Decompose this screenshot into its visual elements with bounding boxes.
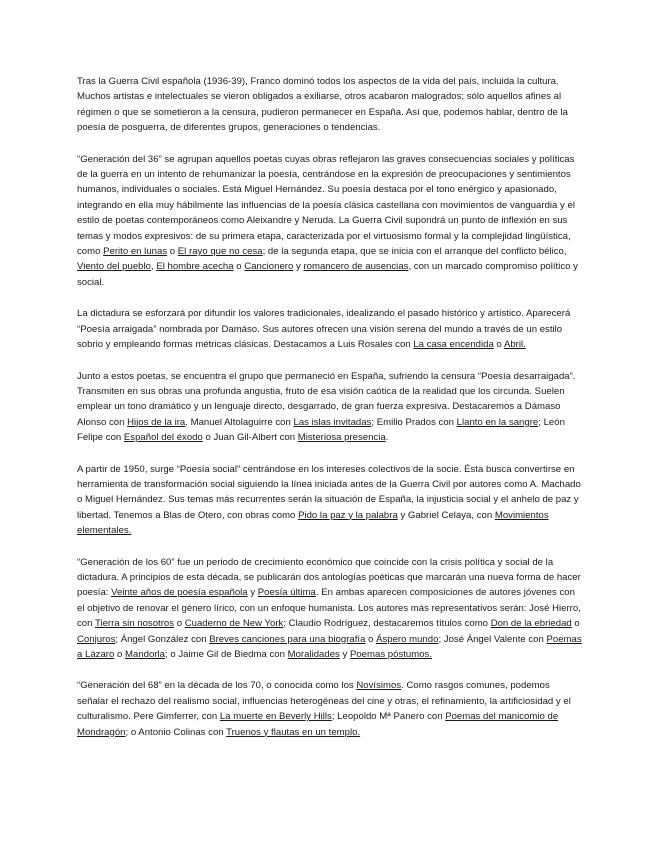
title-link[interactable]: Áspero mundo (376, 633, 439, 645)
text-run: . Manuel Altolaguirre con (185, 416, 294, 428)
text-run: “Generación del 36” se agrupan aquellos poetas cuyas obras reflejaron las graves consecuencias sociales y políticas de la guerra en un intento de rehumanizar la poesía, centrándose en la expresión de preocupaciones y sentimientos humanos, individuales o sociales. Está Miguel Hernández. Su poesía destaca por el tono enérgico y apasionado, integrando en ella muy hábilmente las influencias de la poesía clásica castellana con movimientos de vanguardia y el estilo de poetas contemporáneos como Aleixandre y Neruda. La Guerra Civil supondrá un punto de inflexión en sus temas y modos expresivos: de su primera etapa, caracterizada por el virtuosismo formal y la complejidad lingüística, como (77, 153, 575, 258)
title-link[interactable]: Misteriosa presencia (297, 432, 386, 444)
text-run: ; José Ángel Valente con (438, 633, 547, 645)
text-run: y (339, 649, 350, 660)
text-run: ; Ángel González con (115, 633, 210, 645)
title-link[interactable]: El rayo que no cesa (177, 246, 263, 258)
paragraph (77, 74, 582, 136)
title-link[interactable]: Pido la paz y la palabra (298, 509, 398, 521)
text-run: ; Leopoldo Mª Panero con (331, 711, 446, 723)
text-run: o (174, 618, 185, 630)
text-run: o (233, 261, 245, 273)
title-link[interactable]: Hijos de la ira (127, 416, 186, 428)
paragraph (77, 462, 582, 539)
title-link[interactable]: Moralidades (287, 649, 340, 660)
title-link[interactable]: Poemas a Lázaro (77, 633, 582, 660)
text-run: ; o Antonio Colinas con (125, 726, 227, 738)
title-link[interactable]: Conjuros (77, 633, 116, 645)
text-run: ; de la segunda etapa, que se inicia con el arranque del conflicto bélico, (262, 246, 567, 258)
text-run: o (114, 649, 126, 660)
title-link[interactable]: Veinte años de poesía española (111, 587, 248, 599)
title-link[interactable]: Perito en lunas (103, 246, 168, 258)
paragraph (77, 306, 582, 352)
title-link[interactable]: Novísimos (356, 680, 402, 692)
text-run: Tras la Guerra Civil española (1936-39), Franco dominó todos los aspectos de la vida del país, incluida la cultura. Muchos artistas e intelectuales se vieron obligados a exiliarse, otros acabaron malogrados; sólo aquellos afines al régimen o que se sometieron a la censura, pudieron permanecer en España. Así que, podemos hablar, dentro de la poesía de posguerra, de diferentes grupos, generaciones o tendencias. (77, 76, 568, 134)
text-run: . En ambas aparecen composiciones de autores jóvenes con el objetivo de renovar el género lírico, con un enfoque humanista. Los autores más representativos serán: José Hierro, con (77, 587, 581, 630)
paragraph (77, 152, 582, 291)
title-link[interactable]: La casa encendida (413, 339, 494, 351)
title-link[interactable]: Truenos y flautas en un templo. (226, 726, 361, 738)
text-run: . Como rasgos comunes, podemos señalar el rechazo del realismo social, influencias heterogéneas del cine y otras, el refinamiento, la artificiosidad y el culturalismo. Pere Gimferrer, con (77, 680, 571, 723)
text-run: ; León Felipe con (77, 416, 565, 444)
title-link[interactable]: Don de la ebriedad (490, 618, 572, 630)
title-link[interactable]: Movimientos elementales. (77, 509, 549, 537)
text-run: , con un marcado compromiso político y social. (77, 261, 578, 288)
title-link[interactable]: Tierra sin nosotros (94, 618, 175, 630)
title-link[interactable]: Las islas invitadas (293, 416, 372, 428)
text-run: ; Emilio Prados con (371, 416, 457, 428)
title-link[interactable]: Poemas póstumos. (349, 649, 433, 660)
title-link[interactable]: Mandorla (125, 649, 165, 660)
title-link[interactable]: Cancionero (244, 261, 294, 273)
text-run: o (493, 339, 504, 351)
text-run: La dictadura se esforzará por difundir los valores tradicionales, idealizando el pasado histórico y artístico. Aparecerá “Poesía arraigada” nombrada por Damáso. Sus autores ofrecen una visión serena del mundo a través de un estilo sobrio y empleando formas métricas clásicas. Destacamos a Luis Rosales con (77, 308, 571, 351)
text-run: y (293, 261, 304, 273)
title-link[interactable]: Viento del pueblo (77, 261, 151, 273)
title-link[interactable]: Poemas del manicomio de Mondragón (77, 711, 559, 738)
title-link[interactable]: Cuaderno de New York (184, 618, 284, 630)
text-run: Junto a estos poetas, se encuentra el grupo que permaneció en España, sufriendo la censura “Poesía desarraigada”. Transmiten en sus obras una profunda angustia, fruto de esa visión caótica de la realidad que los circunda. Suelen emplear un tono dramático y un lenguaje directo, desgarrado, de gran fuerza expresiva. Destacaremos a Dámaso Alonso con (77, 370, 576, 428)
paragraph (77, 555, 582, 663)
text-run: o (167, 246, 178, 258)
text-run: . (385, 432, 389, 444)
text-run: ; o Jaime Gil de Biedma con (164, 649, 288, 660)
text-run: o (571, 618, 580, 630)
paragraph (77, 678, 582, 740)
title-link[interactable]: Abril. (503, 339, 526, 351)
title-link[interactable]: La muerte en Beverly Hills (219, 711, 332, 723)
text-run: A partir de 1950, surge “Poesía social” centrándose en los intereses colectivos de la socie. Ésta busca convertirse en herramienta de transformación social siguiendo la línea iniciada antes de la Guerra Civil por autores como A. Machado o Miguel Hernández. Sus temas más recurrentes serán la situación de España, la injusticia social y el anhelo de paz y libertad. Tenemos a Blas de Otero, con obras como (77, 463, 581, 521)
title-link[interactable]: romancero de ausencias (303, 261, 409, 273)
text-run: y Gabriel Celaya, con (397, 509, 495, 521)
text-run: ; Claudio Rodríguez, destacaremos títulos como (283, 618, 491, 630)
text-run: o (365, 633, 377, 645)
text-run: o Juan Gil-Albert con (202, 432, 298, 444)
title-link[interactable]: El hombre acecha (156, 261, 234, 273)
title-link[interactable]: Llanto en la sangre (456, 416, 539, 428)
text-run: , (150, 261, 157, 273)
text-run: “Generación del 68” en la década de los 70, o conocida como los (77, 680, 357, 692)
text-run: “Generación de los 60” fue un periodo de crecimiento económico que coincide con la crisis política y social de la dictadura. A principios de esta década, se publicarán dos antologías poéticas que marcarán una nueva forma de hacer poesía: (77, 556, 581, 599)
title-link[interactable]: Breves canciones para una biografía (209, 633, 366, 645)
paragraph (77, 369, 582, 446)
text-run: y (247, 587, 258, 599)
title-link[interactable]: Poesía última (257, 587, 316, 599)
title-link[interactable]: Español del éxodo (123, 432, 203, 444)
document-body (77, 74, 582, 756)
